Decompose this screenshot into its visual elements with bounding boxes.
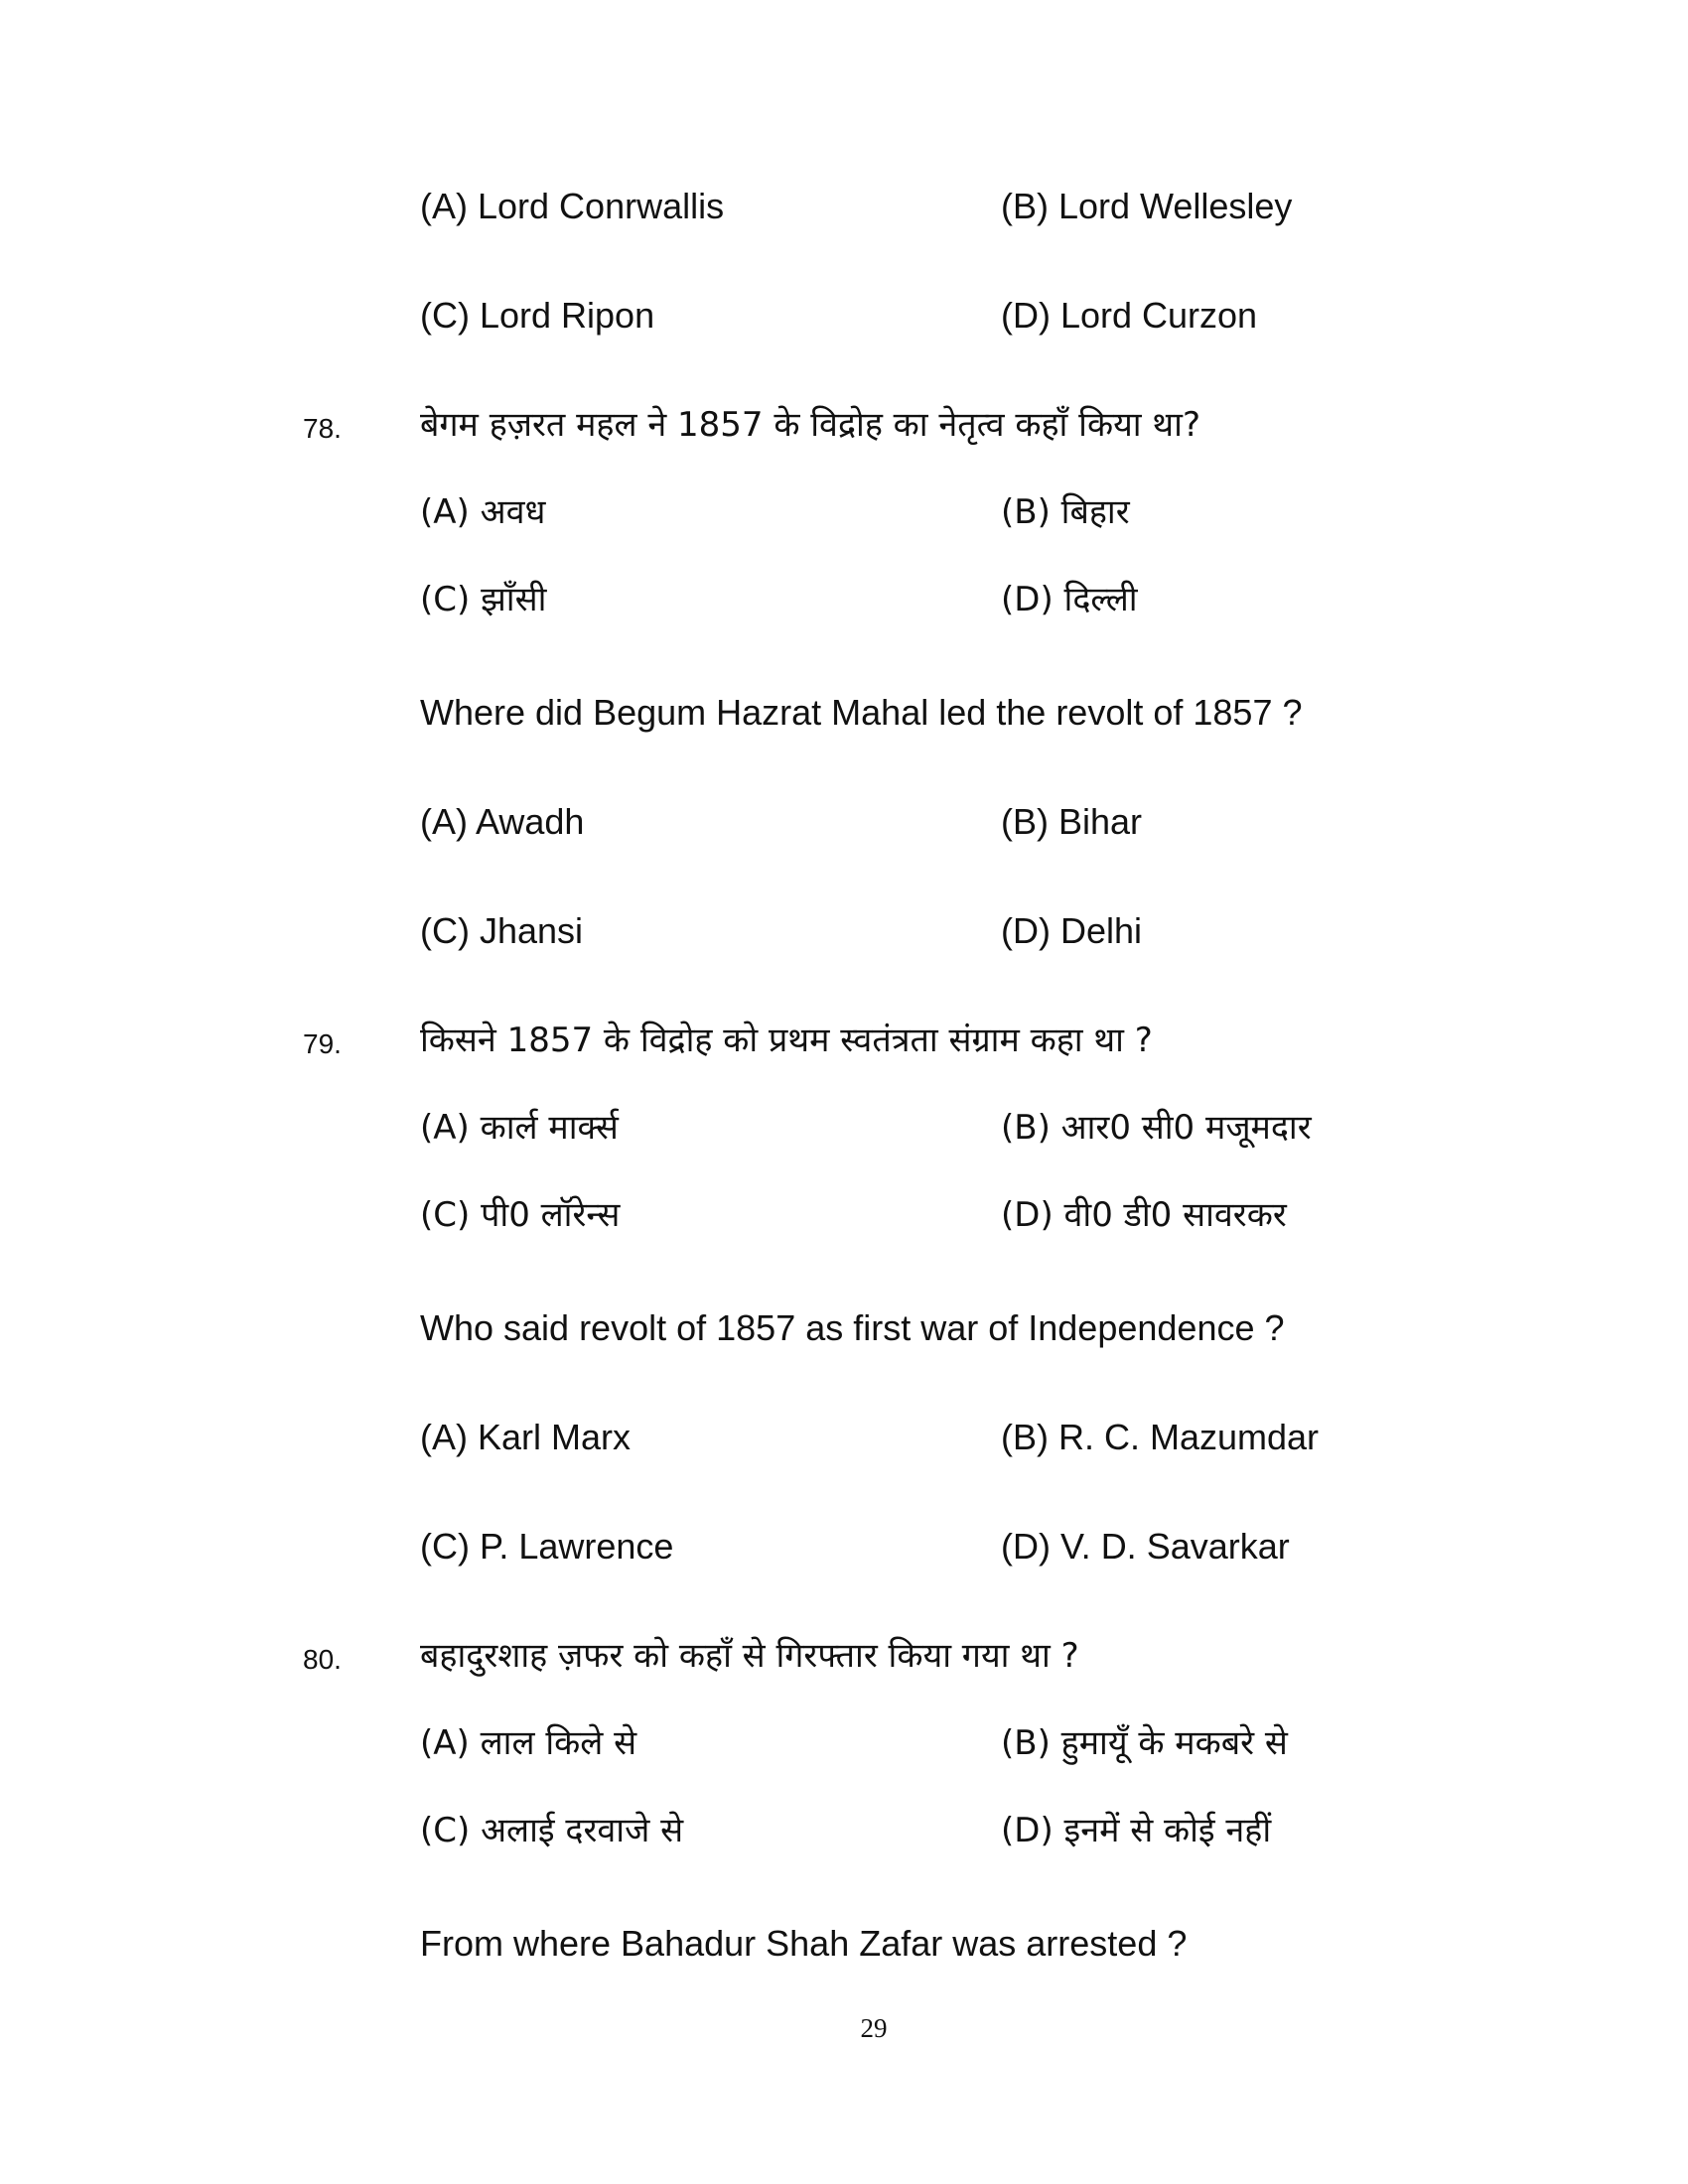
q79-hindi-option-a: (A) कार्ल मार्क्स (420, 1108, 619, 1148)
q80-hindi-option-b: (B) हुमायूँ के मकबरे से (1001, 1723, 1288, 1763)
q78-hindi-option-b: (B) बिहार (1001, 492, 1130, 532)
q78-english-option-a: (A) Awadh (420, 801, 585, 842)
q79-english-option-d: (D) V. D. Savarkar (1001, 1526, 1290, 1567)
q79-english-option-b: (B) R. C. Mazumdar (1001, 1417, 1320, 1457)
option-c: (C) Lord Ripon (420, 295, 655, 336)
q79-english-option-a: (A) Karl Marx (420, 1417, 632, 1457)
q80-hindi-option-c: (C) अलाई दरवाजे से (420, 1811, 684, 1850)
option-a: (A) Lord Conrwallis (420, 186, 725, 226)
question-number-80: 80. (303, 1644, 342, 1675)
q78-hindi-question: बेगम हज़रत महल ने 1857 के विद्रोह का नेतृत्व कहाँ किया था? (420, 405, 1200, 445)
q80-hindi-question: बहादुरशाह ज़फर को कहाँ से गिरफ्तार किया गया था ? (420, 1636, 1079, 1676)
question-number-78: 78. (303, 413, 342, 444)
q78-english-option-d: (D) Delhi (1001, 910, 1143, 951)
q79-english-question: Who said revolt of 1857 as first war of Independence ? (420, 1307, 1285, 1348)
q80-hindi-option-a: (A) लाल किले से (420, 1723, 637, 1763)
q79-english-option-c: (C) P. Lawrence (420, 1526, 674, 1567)
page-number: 29 (860, 2013, 888, 2043)
q79-hindi-option-c: (C) पी0 लॉरेन्स (420, 1195, 621, 1235)
q79-hindi-option-d: (D) वी0 डी0 सावरकर (1001, 1195, 1287, 1235)
q78-hindi-option-d: (D) दिल्ली (1001, 580, 1138, 619)
q79-hindi-option-b: (B) आर0 सी0 मजूमदार (1001, 1108, 1312, 1148)
option-b: (B) Lord Wellesley (1001, 186, 1293, 226)
q78-english-option-b: (B) Bihar (1001, 801, 1143, 842)
q78-english-option-c: (C) Jhansi (420, 910, 584, 951)
question-number-79: 79. (303, 1028, 342, 1059)
q80-english-question: From where Bahadur Shah Zafar was arrested ? (420, 1923, 1188, 1964)
q80-hindi-option-d: (D) इनमें से कोई नहीं (1001, 1811, 1272, 1850)
q78-hindi-option-a: (A) अवध (420, 492, 546, 532)
option-d: (D) Lord Curzon (1001, 295, 1258, 336)
q79-hindi-question: किसने 1857 के विद्रोह को प्रथम स्वतंत्रता संग्राम कहा था ? (420, 1021, 1153, 1060)
q78-hindi-option-c: (C) झाँसी (420, 580, 547, 619)
q78-english-question: Where did Begum Hazrat Mahal led the revolt of 1857 ? (420, 692, 1303, 733)
